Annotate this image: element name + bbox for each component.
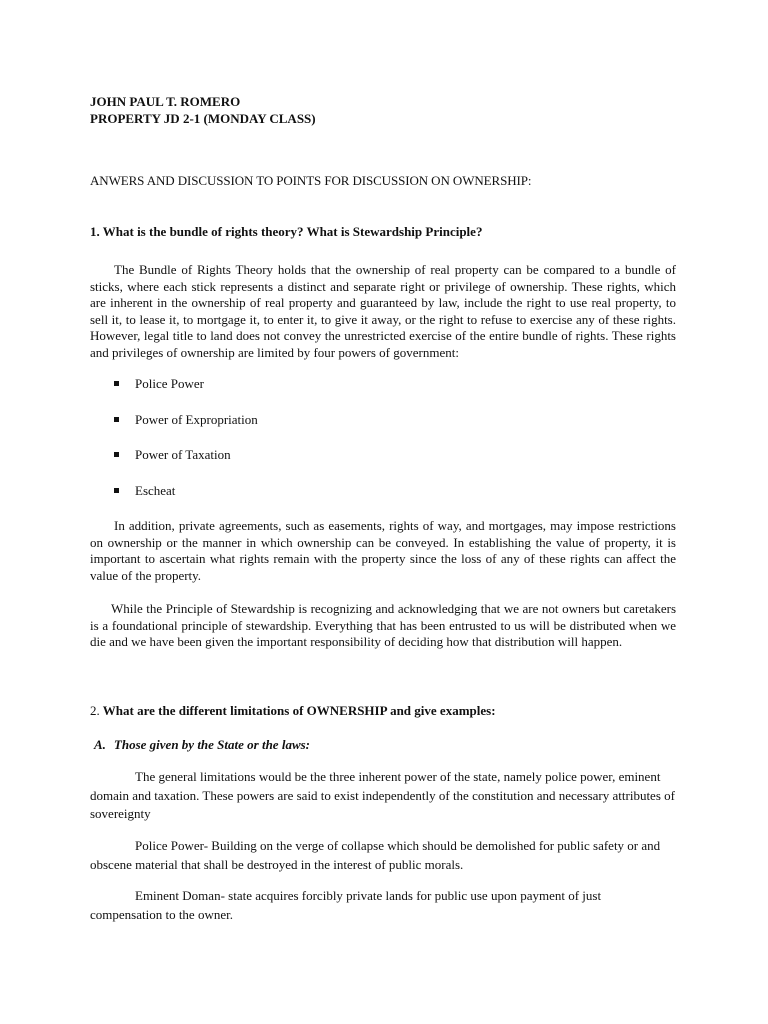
paragraph-stewardship: While the Principle of Stewardship is recognizing and acknowledging that we are not owners but caretakers is a foundational principle of stewardship. Everything that has been entrusted to us will be distributed when we die and we have been given the important responsibility of deciding how that distribution will happen. [90, 601, 676, 649]
list-item [90, 483, 258, 519]
paragraph-police-power: Police Power- Building on the verge of collapse which should be demolished for public safety or and obscene material that shall be destroyed in the interest of public morals. [90, 838, 661, 872]
square-bullet-icon [114, 381, 119, 386]
list-item-label: Escheat [135, 482, 176, 498]
list-item-label: Power of Expropriation [135, 411, 258, 427]
question-text: What are the different limitations of OWNERSHIP and give examples: [102, 703, 496, 718]
square-bullet-icon [114, 417, 119, 422]
paragraph-bundle-of-rights: The Bundle of Rights Theory holds that the ownership of real property can be compared to a bundle of sticks, where each stick represents a distinct and separate right or privilege of ownership. These rights, which are inherent in the ownership of real property and guaranteed by law, include the right to use real property, to sell it, to lease it, to mortgage it, to enter it, to give it away, or the right to refuse to exercise any of these rights. However, legal title to land does not convey the unrestricted exercise of the entire bundle of rights. These rights and privileges of ownership are limited by four powers of government: [90, 262, 676, 360]
paragraph-eminent-domain: Eminent Doman- state acquires forcibly private lands for public use upon payment of just compensation to the owner. [90, 888, 602, 922]
list-item [90, 412, 258, 448]
subsection-a-heading [90, 737, 676, 754]
square-bullet-icon [114, 452, 119, 457]
list-item [90, 447, 258, 483]
powers-of-government-list [90, 376, 258, 518]
course-label: PROPERTY JD 2-1 (MONDAY CLASS) [90, 111, 316, 126]
author-name: JOHN PAUL T. ROMERO [90, 94, 241, 109]
document-header [90, 93, 676, 127]
subsection-letter: A. [94, 737, 106, 752]
square-bullet-icon [114, 488, 119, 493]
list-item [90, 376, 258, 412]
question-2-heading [90, 703, 676, 720]
list-item-label: Power of Taxation [135, 447, 231, 462]
paragraph-general-limitations: The general limitations would be the three inherent power of the state, namely police power, eminent domain and taxation. These powers are said to exist independently of the constitution and necessary attributes of sovereignty [90, 769, 675, 821]
question-number: 2. [90, 703, 100, 718]
subsection-text: Those given by the State or the laws: [113, 737, 311, 752]
question-1-heading: 1. What is the bundle of rights theory? What is Stewardship Principle? [90, 224, 483, 239]
document-subtitle: ANWERS AND DISCUSSION TO POINTS FOR DISCUSSION ON OWNERSHIP: [90, 173, 532, 188]
paragraph-private-agreements: In addition, private agreements, such as easements, rights of way, and mortgages, may impose restrictions on ownership or the manner in which ownership can be conveyed. In establishing the value of property, it is important to ascertain what rights remain with the property since the loss of any of these rights can affect the value of the property. [90, 518, 676, 583]
list-item-label: Police Power [135, 376, 204, 391]
